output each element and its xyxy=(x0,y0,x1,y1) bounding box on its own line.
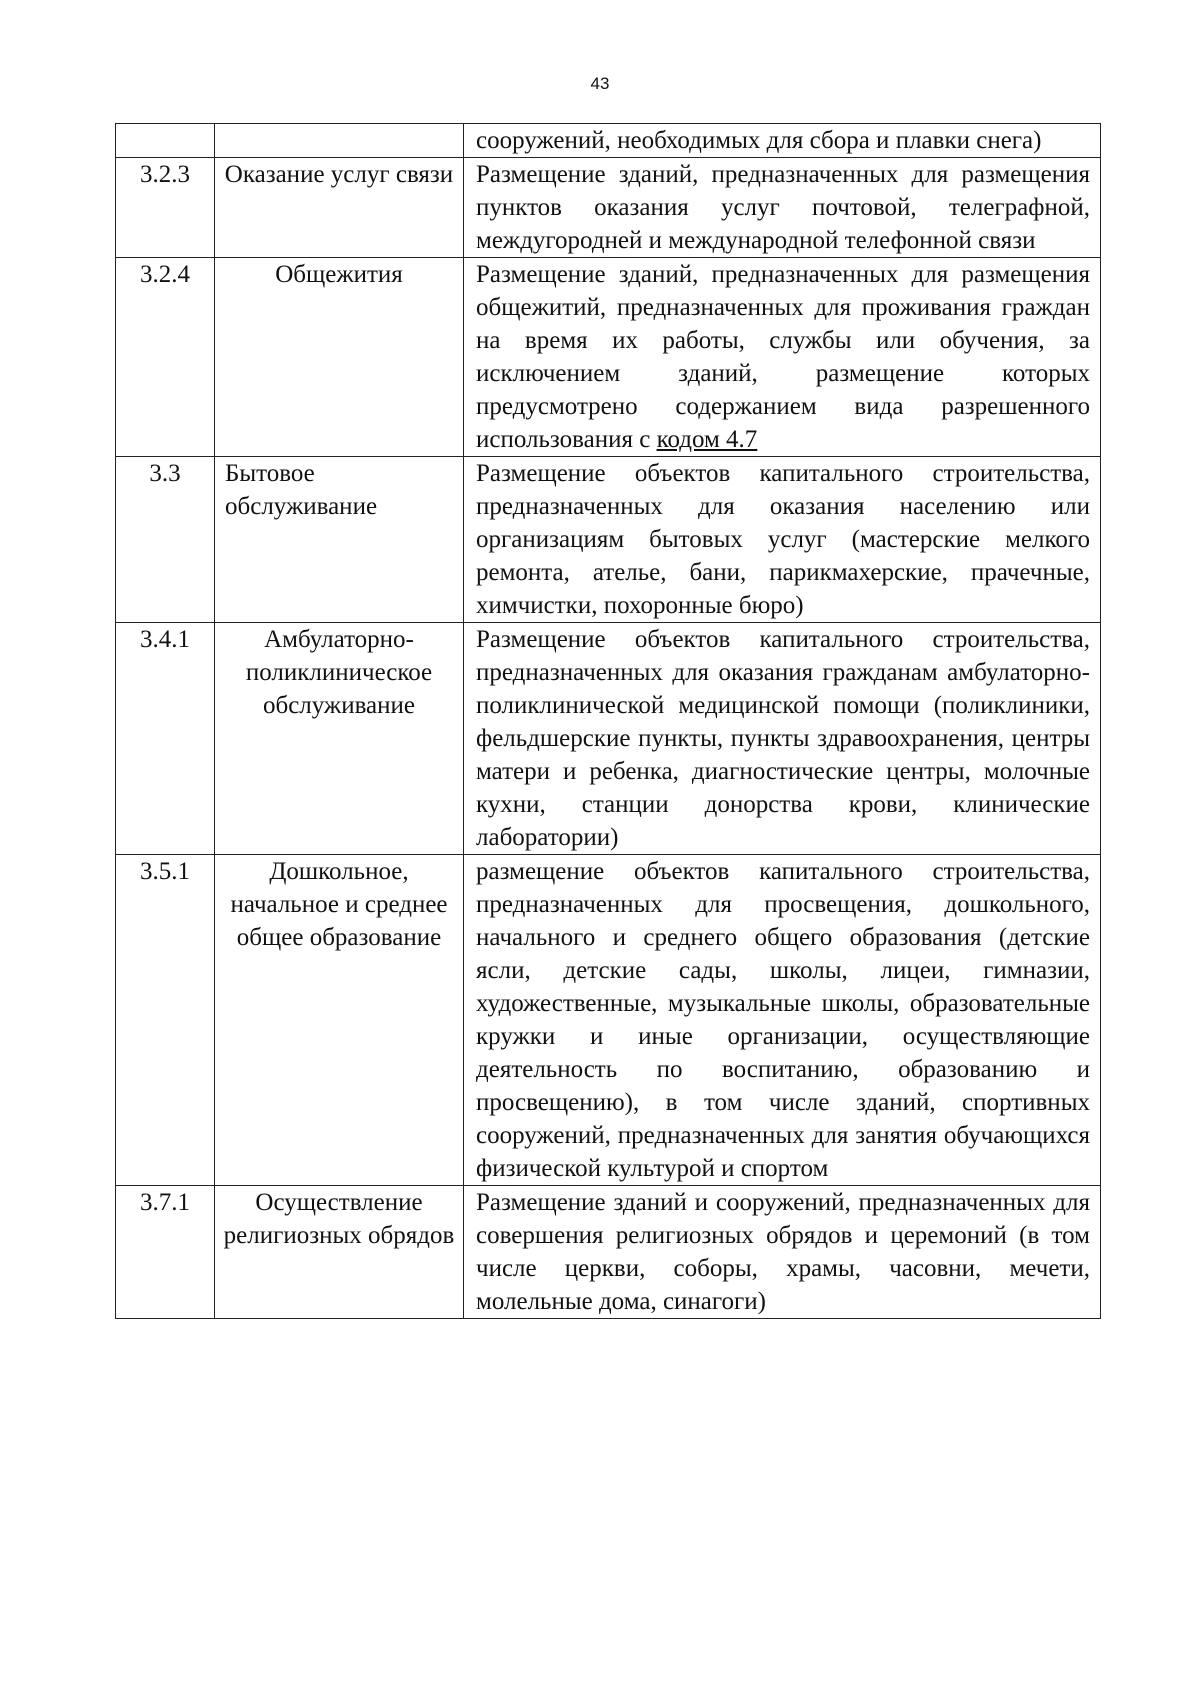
description-cell xyxy=(464,158,1101,258)
code-cell: 3.4.1 xyxy=(116,623,215,855)
name-cell xyxy=(215,623,464,855)
name-text: Амбулаторно-поликлиническое обслуживание xyxy=(245,626,433,719)
description-cell xyxy=(464,1186,1101,1319)
table-row xyxy=(116,124,1101,158)
table-row xyxy=(116,457,1101,623)
description-text xyxy=(464,258,1100,456)
table-row xyxy=(116,623,1101,855)
code-cell: 3.2.3 xyxy=(116,158,215,258)
name-cell xyxy=(215,457,464,623)
code-cell: 3.3 xyxy=(116,457,215,623)
name-text: Осуществление религиозных обрядов xyxy=(223,1189,455,1249)
code-cell: 3.5.1 xyxy=(116,855,215,1186)
name-text: Дошкольное, начальное и среднее общее образование xyxy=(230,858,448,951)
description-cell xyxy=(464,258,1101,457)
description-cell xyxy=(464,124,1101,158)
name-cell xyxy=(215,1186,464,1319)
table-row xyxy=(116,855,1101,1186)
description-cell xyxy=(464,855,1101,1186)
name-cell xyxy=(215,124,464,158)
table-row xyxy=(116,1186,1101,1319)
description-text: размещение объектов капитального строительства, предназначенных для просвещения, дошкольного, начального и среднего общего образования (детские ясли, детские сады, школы, лицеи, гимназии, художественные, музыкальные школы, образовательные кружки и иные организации, осуществляющие деятельность по воспитанию, образованию и просвещению), в том числе зданий, спортивных сооружений, предназначенных для занятия обучающихся физической культурой и спортом xyxy=(476,858,1090,1182)
description-prefix: Размещение зданий, предназначенных для размещения общежитий, предназначенных для проживания граждан на время их работы, службы или обучения, за исключением зданий, размещение которых предусмотрено содержанием вида разрешенного использования с xyxy=(476,261,1090,453)
name-text: Оказание услуг связи xyxy=(224,161,454,188)
description-text: Размещение зданий, предназначенных для размещения пунктов оказания услуг почтовой, телеграфной, междугородней и международной телефонной связи xyxy=(476,161,1090,254)
description-text: Размещение зданий и сооружений, предназначенных для совершения религиозных обрядов и церемоний (в том числе церкви, соборы, храмы, часовни, мечети, молельные дома, синагоги) xyxy=(476,1189,1090,1315)
table-row xyxy=(116,258,1101,457)
description-text: сооружений, необходимых для сбора и плавки снега) xyxy=(476,127,1042,154)
table-row xyxy=(116,158,1101,258)
description-text: Размещение объектов капитального строительства, предназначенных для оказания гражданам амбулаторно-поликлинической медицинской помощи (поликлиники, фельдшерские пункты, пункты здравоохранения, центры матери и ребенка, диагностические центры, молочные кухни, станции донорства крови, клинические лаборатории) xyxy=(476,626,1090,851)
code-cell xyxy=(116,124,215,158)
name-cell xyxy=(215,158,464,258)
description-cell xyxy=(464,623,1101,855)
code-cell: 3.7.1 xyxy=(116,1186,215,1319)
page-number: 43 xyxy=(590,74,610,93)
description-cell xyxy=(464,457,1101,623)
description-text: Размещение объектов капитального строительства, предназначенных для оказания населению или организациям бытовых услуг (мастерские мелкого ремонта, ателье, бани, парикмахерские, прачечные, химчистки, похоронные бюро) xyxy=(476,460,1090,619)
land-use-table xyxy=(115,123,1101,1319)
name-text: Общежития xyxy=(275,261,403,288)
code-link[interactable]: кодом 4.7 xyxy=(656,426,758,453)
name-text: Бытовое обслуживание xyxy=(225,460,378,520)
name-cell xyxy=(215,855,464,1186)
name-cell xyxy=(215,258,464,457)
code-cell: 3.2.4 xyxy=(116,258,215,457)
